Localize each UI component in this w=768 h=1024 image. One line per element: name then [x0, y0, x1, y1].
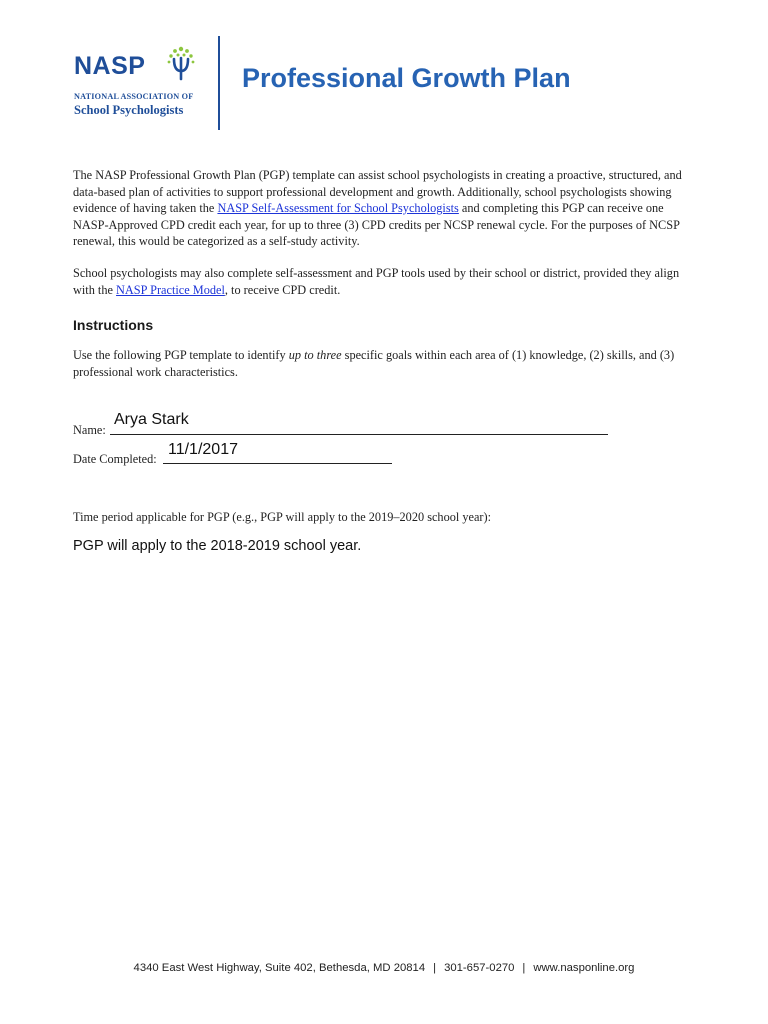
practice-model-link[interactable]: NASP Practice Model [116, 282, 225, 297]
instructions-text-b: specific goals within each area of (1) knowledge, (2) skills, and (3) professional work characteristics. [73, 348, 675, 379]
intro-text-1b: and completing this PGP can receive one NASP-Approved CPD credit each year, for up to three (3) CPD credits per NCSP renewal cycle. For the purposes of NCSP renewal, this would be categorized as a self-study activity. [73, 201, 680, 248]
name-field[interactable]: Arya Stark [114, 411, 189, 428]
date-underline [163, 463, 392, 464]
intro-paragraph-2 [73, 265, 698, 298]
nasp-logo [74, 46, 204, 126]
footer [0, 962, 768, 974]
date-completed-label: Date Completed: [73, 452, 157, 466]
name-label: Name: [73, 423, 106, 437]
time-period-field[interactable]: PGP will apply to the 2018-2019 school year. [73, 538, 362, 554]
logo-subtitle-line1: NATIONAL ASSOCIATION OF [74, 92, 194, 101]
footer-website: www.nasponline.org [533, 962, 635, 974]
logo-acronym: NASP [74, 52, 146, 80]
footer-address: 4340 East West Highway, Suite 402, Bethesda, MD 20814 [133, 962, 426, 974]
footer-separator: | [433, 962, 437, 974]
instructions-heading: Instructions [73, 317, 154, 333]
logo-subtitle-line2: School Psychologists [74, 103, 184, 117]
footer-phone: 301-657-0270 [444, 962, 515, 974]
psi-leaf-icon [166, 46, 196, 82]
name-underline [110, 434, 608, 435]
intro-text-2a: School psychologists may also complete self-assessment and PGP tools used by their school or district, provided they align with the [73, 266, 680, 297]
instructions-text-a: Use the following PGP template to identify [73, 348, 289, 362]
instructions-paragraph [73, 347, 698, 380]
header-divider [218, 36, 220, 130]
intro-paragraph-1 [73, 167, 698, 250]
self-assessment-link[interactable]: NASP Self-Assessment for School Psychologists [217, 201, 459, 215]
time-period-label: Time period applicable for PGP (e.g., PGP will apply to the 2019–2020 school year): [73, 510, 492, 524]
footer-separator: | [522, 962, 526, 974]
instructions-emphasis: up to three [288, 348, 342, 362]
intro-text-2b: , to receive CPD credit. [224, 282, 341, 297]
intro-text-1a: The NASP Professional Growth Plan (PGP) template can assist school psychologists in creating a proactive, structured, and data-based plan of activities to support professional development and growth. Additionally, school psychologists showing evidence of having taken the [73, 168, 682, 215]
date-completed-field[interactable]: 11/1/2017 [168, 441, 238, 458]
page-title: Professional Growth Plan [242, 63, 571, 93]
